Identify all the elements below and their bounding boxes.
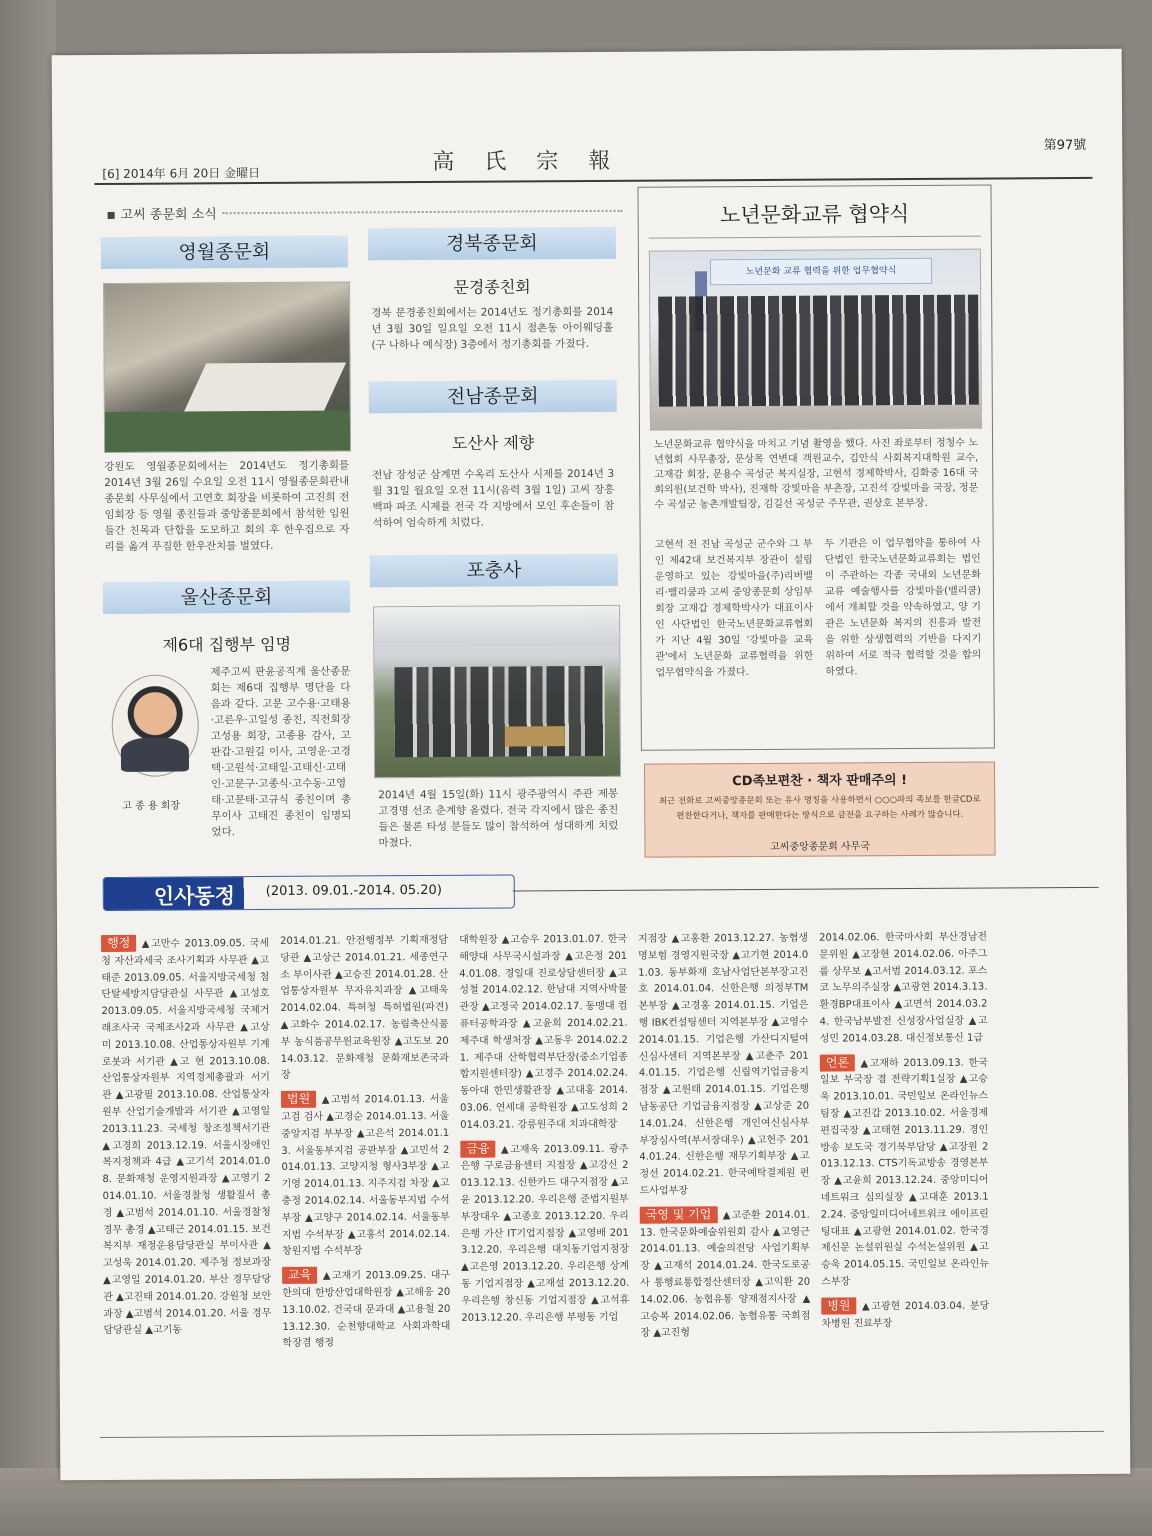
page-date: [6] 2014年 6月 20日 金曜日 [102,166,261,181]
group-photo-people [658,295,979,407]
newspaper-page [52,49,1131,1481]
attendees [394,666,605,757]
personnel-range: (2013. 09.01.-2014. 05.20) [265,882,442,899]
cd-notice-signature: 고씨중앙종문회 사무국 [770,841,870,853]
personnel-col-2: 2014.01.21. 안전행정부 기획재정담당관 ▲고상근 2014.01.21. 세종연구소 부이사관 ▲고승진 2014.01.28. 산업통상자원부 무자유치과장 ▲고태욱 2014.02.04. 특허청 특허법원(파견) ▲고화수 2014.02.17. 농림축산식품부 농식품공무원교육원장 ▲고도보 2014.03.12. 문화재청 문화재보존국과장 법원 ▲고범석 2014.01.13. 서울고검 검사 ▲고경순 2014.01.13. 서울중앙지검 부부장 ▲고은석 2014.01.13. 서울동부지검 공판부장 ▲고민석 2014.01.13. 고양지청 형사3부장 ▲고기영 2014.01.13. 지주지검 차장 ▲고충정 2014.02.14. 서울동부지법 수석부장 ▲고양구 2014.02.14. 서울동부지법 수석부장 ▲고홍석 2014.02.14. 창원지법 수석부장 교육 ▲고재기 2013.09.25. 대구한의대 한방산업대학원장 ▲고해웅 2013.10.02. 건국대 문과대 ▲고용철 2013.12.30. 순천향대학교 사회과학대학장겸 행정 [280,934,451,1350]
cd-notice-box [644,762,996,858]
agreement-box [637,185,994,751]
jeonnam-banner: 전남종문회 [369,380,617,414]
pochungsa-body: 2014년 4월 15일(화) 11시 광주광역시 주관 제봉 고경명 선조 춘계향 올렸다. 전국 각지에서 많은 종친들은 물론 타성 분들도 많이 참석하여 성대하게 치렀 마쳤다. [378,787,619,850]
agreement-photo [649,249,982,431]
dotted-divider [223,210,623,214]
personnel-col-5: 2014.02.06. 한국마사회 부산경남전문위원 ▲고장현 2014.02.06. 아주그룹 상무보 ▲고서범 2014.03.12. 포스코 노무의주실장 ▲고광현 2014.3.13. 환경BP대표이사 ▲고면석 2014.03.24. 한국남부발전 신성장사업실장 ▲고성민 2014.03.28. 대신정보통신 1급 언론 ▲고재하 2013.09.13. 한국일보 부국장 겸 전략기획1실장 ▲고승욱 2013.10.01. 국민일보 온라인뉴스팀장 ▲고진갑 2013.10.02. 서울경제 편집국장 ▲고태현 2013.11.29. 경인방송 보도국 경기북부담당 ▲고장원 2013.12.13. CTS기독교방송 경영본부장 ▲고윤희 2013.12.24. 중앙미디어네트워크 심의실장 ▲고대훈 2013.12.24. 중앙일미디어네트워크 에이프린팅대표 ▲고광현 2014.01.02. 한국경제신문 논설위원실 수석논설위원 ▲고승욱 2014.05.15. 국민일보 온라인뉴스부장 병원 ▲고광현 2014.03.04. 분당차병원 진료부장 [819,931,990,1330]
meeting-table [183,362,346,413]
youngwol-photo [103,281,351,453]
photo-banner: 노년문화 교류 협력을 위한 업무협약식 [710,258,932,285]
tag-hospital: 병원 [821,1297,856,1314]
agreement-title: 노년문화교류 협약식 [719,202,910,228]
agreement-caption: 노년문화교류 협약식을 마치고 기념 촬영을 했다. 사진 좌로부터 정청수 노년협회 사무총장, 문상목 연변대 객원교수, 김안식 사회복지대학원 교수, 고재감 회장, 문용수 곡성군 복지실장, 고현석 경제학박사, 김화중 16대 국회의원(보건학 박사), 진재학 강빛마을 부촌장, 고진석 강빛마을 국장, 정문수 곡성군 농촌개발팀장, 김길선 곡성군 주무관, 권상호 본부장. [654,437,979,511]
tag-law: 법원 [281,1091,316,1108]
offering-table [505,726,565,746]
tag-gov-biz: 국영 및 기업 [640,1206,718,1223]
masthead: 高氏宗報 [432,148,641,175]
floor [105,410,350,451]
portrait-photo [111,674,199,777]
agreement-body-left: 고현석 전 진남 곡성군 군수와 그 부인 제42대 보건복지부 장관이 설립 운영하고 있는 강빛마을(주)리버밸리·밸리쿰과 고씨 중앙종문회 상임부회장 고재갑 경제학박사가 대표이사인 사단법인 한국노년문화교류협회가 지난 4월 30일 '강빛마을 교육관'에서 노년문화 교류협력을 위한 업무협약식을 가졌다. [654,538,814,679]
personnel-title: 인사동정 [153,884,236,909]
personnel-rule [513,887,1099,892]
tag-press: 언론 [820,1054,855,1071]
agreement-body-right: 두 기관은 이 업무협약을 통하여 사단법인 한국노년문화교류회는 법인이 주관하는 각종 국내외 노년문화교류 예술행사를 강빛마을(밸리쿰)에서 개최할 것을 약속하였고, 양 기관은 노년문화 복지의 진흥과 발전을 위한 상생협력의 기반을 다지기 위하여 서로 적극 협력할 것을 합의하였다. [824,537,982,678]
portrait-suit [121,737,189,771]
gyeongbuk-banner: 경북종문회 [368,227,616,261]
personnel-col-4: 지점장 ▲고홍환 2013.12.27. 농협생명보험 경영지원국장 ▲고기현 2014.01.03. 동부화재 호남사업단본부장고진호 2014.01.04. 신한은행 의정부TM본부장 ▲고경홍 2014.01.15. 기업은행 IBK컨설팅센터 지역본부장 ▲고영수 2014.01.15. 기업은행 가산디지털여신심사센터 지역본부장 ▲고춘주 2014.01.15. 기업은행 신림역기업금융지점장 ▲고원태 2014.01.15. 기업은행 남동공단 기업금융지점장 ▲고상준 2014.01.24. 신한은행 개인여신심사부 부장심사역(부서장대우) ▲고헌주 2014.01.24. 신한은행 재무기획부장 ▲고정선 2014.02.21. 한국예탁결제원 펀드사업부장 국영 및 기업 ▲고준환 2014.01.13. 한국문화예술위원회 감사 ▲고영근 2014.01.13. 예술의전당 사업기획부장 ▲고재석 2014.01.24. 한국도로공사 통행료통합정산센터장 ▲고익환 2014.02.06. 농협유통 양재점지사장 ▲고승복 2014.02.06. 농협유통 국회점장 ▲고진형 [638,932,811,1340]
cd-notice-body: 최근 전화로 고씨중앙종문회 또는 유사 명칭을 사용하면서 ○○○파의 족보를 한글CD로 편찬한다거나, 책자를 판매한다는 방식으로 금전을 요구하는 사례가 많습니다. [658,794,981,822]
jeonnam-subtitle: 도산사 제향 [451,433,535,453]
youngwol-body: 강원도 영월종문회에서는 2014년도 정기총회를 2014년 3월 26일 수요일 오전 11시 영월종문회관내 종문회 사무실에서 고연호 회장을 비롯하여 고진희 전임회장 등 영월 종친들과 중앙종문회에서 참석한 임원들간 친목과 단합을 도모하고 회의 후 한우집으로 자리를 옮겨 푸짐한 한우잔치를 벌였다. [104,459,350,553]
personnel-col-1: 행정 ▲고만수 2013.09.05. 국세청 자산과세국 조사기획과 사무관 ▲고태준 2013.09.05. 서울지방국세청 첨단탈세방지담당관실 사무관 ▲고성호 2013.09.05. 서울지방국세청 국제거래조사국 국제조사2과 사무관 ▲고상미 2013.10.08. 산업통상자원부 기계로봇과 서기관 ▲고 현 2013.10.08. 산업통상자원부 지역경제총괄과 서기관 ▲고광필 2013.10.08. 산업통상자원부 산업기술개발과 서기관 ▲고영일 2013.11.23. 국세청 창조정책서기관 ▲고경희 2013.12.19. 서울시장애인복지정책과 4급 ▲고기석 2014.01.08. 문화재청 운영지원과장 ▲고영기 2014.01.10. 서울경찰청 생활질서 총경 ▲고범석 2014.01.10. 서울경찰청 경무 총경 ▲고태근 2014.01.15. 보건복지부 재정운용담당관실 부이사관 ▲고성욱 2014.01.20. 제주청 정보과장 ▲고영일 2014.01.20. 부산 경무담당관 ▲고진태 2014.01.20. 강원청 보안과장 ▲고범석 2014.01.20. 서울 경무담당관실 ▲고기동 [101,935,272,1337]
square-bullet-icon [108,212,115,219]
footer-rule [100,1431,1104,1438]
issue-number: 第97號 [1043,137,1087,154]
gyeongbuk-body: 경북 문경종친회에서는 2014년도 정기총회를 2014년 3월 30일 일요일 오전 11시 점촌동 아이웨딩홀(구 나하나 예식장) 3층에서 정기총회를 가졌다. [371,305,614,352]
table-surface-left [0,0,56,1536]
ulsan-subtitle: 제6대 집행부 임명 [162,634,292,655]
pochungsa-banner: 포충사 [370,554,618,588]
tag-finance: 금융 [460,1140,495,1157]
personnel-header [103,874,515,911]
tent-canopy [374,606,619,647]
personnel-col-3: 대학원장 ▲고승우 2013.01.07. 한국해양대 사무국시설과장 ▲고은정 2014.01.08. 경일대 진로상담센터장 ▲고성철 2014.02.12. 한남대 지역사박물관장 ▲고정국 2014.02.17. 동맹대 컴퓨터공학과장 ▲고윤희 2014.02.21. 제주대 학생처장 ▲고동우 2014.02.21. 제주대 산학협력부단장(중소기업종합지원센터장) ▲고경주 2014.02.24. 동아대 한민생활관장 ▲고대홍 2014.03.06. 연세대 공학원장 ▲고도성희 2014.03.21. 강릉원주대 치과대학장 금융 ▲고재욱 2013.09.11. 광주은행 구로금융센터 지점장 ▲고강신 2013.12.13. 신한카드 대구지점장 ▲고윤 2013.12.20. 우리은행 준법지원부부장대우 ▲고종호 2013.12.20. 우리은행 가산 IT기업지점장 ▲고영배 2013.12.20. 우리은행 대치동기업지점장 ▲고은영 2013.12.20. 우리은행 상계동 기업지점장 ▲고재설 2013.12.20. 우리은행 창신동 기업지점장 ▲고석휴 2013.12.20. 우리은행 부평동 기업 [459,933,630,1324]
jeonnam-body: 전남 장성군 삼계면 수옥리 도산사 시제를 2014년 3월 31일 월요일 오전 11시(음력 3월 1일) 고씨 장흥백파 파조 시제를 전국 각 지방에서 모인 후손들이 참석하여 엄숙하게 치렀다. [372,467,615,530]
gyeongbuk-subtitle: 문경종친회 [453,277,531,297]
box-rule [649,236,981,239]
tag-edu: 교육 [282,1267,317,1284]
ulsan-banner: 울산종문회 [103,580,350,614]
cd-notice-title: CD족보편찬 · 책자 판매주의 ! [732,773,908,790]
tag-admin: 행정 [101,935,136,952]
portrait-caption: 고 종 용 회장 [122,800,181,812]
pochungsa-photo [373,605,621,779]
section-label: 고씨 종문회 소식 [108,203,217,223]
ulsan-body-top: 제주고씨 판윤공직계 울산종문회는 제6대 집행부 명단을 다음과 같다. 고문 고수용·고태용·고른우·고일성 종친, 직전회장 고성용 회장, 고종용 감사, 고판갑·고원길 이사, 고영운·고경택·고원석·고태일·고태신·고태인·고문구·고종식·고수동·고영태·고문태·고규식 종친이며 총무이사 고태진 종친이 임명되었다. [210,665,352,839]
youngwol-banner: 영월종문회 [101,235,348,269]
